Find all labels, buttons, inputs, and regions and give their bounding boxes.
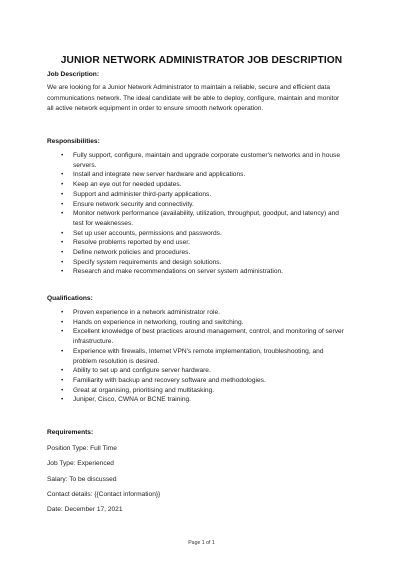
- salary: Salary: To be discussed: [47, 476, 117, 483]
- job-type: Job Type: Experienced: [47, 460, 114, 467]
- bullet-icon: •: [61, 376, 64, 384]
- bullet-icon: •: [61, 309, 64, 316]
- list-item: [47, 395, 367, 405]
- list-item: [47, 190, 367, 200]
- list-item-text: Proven experience in a network administrator role.: [73, 309, 220, 316]
- list-item-text: Familiarity with backup and recovery software and methodologies.: [73, 376, 266, 384]
- bullet-icon: •: [61, 249, 64, 257]
- list-item-text: Excellent knowledge of best practices around management, control, and monitoring of server: [73, 328, 344, 336]
- list-item: [47, 376, 367, 386]
- list-item: [47, 238, 367, 248]
- job-description-heading: Job Description:: [47, 71, 100, 78]
- bullet-icon: •: [61, 318, 64, 326]
- list-item-text: Resolve problems reported by end user.: [73, 239, 190, 247]
- bullet-icon: •: [61, 190, 64, 198]
- job-description-line: We are looking for a Junior Network Administrator to maintain a reliable, secure and efficient data: [47, 84, 331, 91]
- list-item: [47, 248, 367, 258]
- list-item-text: Ability to set up and configure server hardware.: [73, 367, 211, 375]
- qualifications-heading: Qualifications:: [47, 295, 93, 302]
- list-item: [47, 258, 367, 268]
- bullet-icon: •: [61, 210, 64, 218]
- responsibilities-heading: Responsibilities:: [47, 138, 100, 145]
- list-item-text: infrastructure.: [73, 338, 114, 346]
- list-item-text: Install and integrate new server hardware and applications.: [73, 171, 246, 179]
- list-item-text: Specify system requirements and design solutions.: [73, 258, 222, 266]
- list-item: [47, 366, 367, 376]
- list-item: [47, 318, 367, 328]
- list-item: [47, 151, 367, 170]
- list-item-text: Monitor network performance (availability, utilization, throughput, goodput, and latency) and: [73, 210, 339, 218]
- list-item-text: Fully support, configure, maintain and upgrade corporate customer's networks and in house: [73, 152, 340, 159]
- bullet-icon: •: [61, 386, 64, 394]
- bullet-icon: •: [61, 152, 64, 159]
- list-item-text: Support and administer third-party applications.: [73, 190, 212, 198]
- bullet-icon: •: [61, 328, 64, 336]
- list-item-text: test for weaknesses.: [73, 219, 134, 227]
- position-type: Position Type: Full Time: [47, 445, 117, 452]
- bullet-icon: •: [61, 171, 64, 179]
- date: Date: December 17, 2021: [47, 506, 123, 513]
- list-item-text: Hands on experience in networking, routing and switching.: [73, 318, 244, 326]
- list-item-text: Keep an eye out for needed updates.: [73, 181, 182, 189]
- job-description-line: all active network equipment in order to ensure smooth network operation.: [47, 105, 264, 112]
- list-item: [47, 386, 367, 396]
- document-title: JUNIOR NETWORK ADMINISTRATOR JOB DESCRIPTION: [60, 55, 343, 66]
- qualifications-list: [47, 308, 367, 405]
- bullet-icon: •: [61, 268, 64, 276]
- list-item: [47, 209, 367, 228]
- list-item-text: Define network policies and procedures.: [73, 249, 191, 257]
- job-description-line: communications network. The ideal candidate will be able to deploy, configure, maintain and monitor: [47, 94, 340, 102]
- bullet-icon: •: [61, 347, 64, 355]
- bullet-icon: •: [61, 239, 64, 247]
- bullet-icon: •: [61, 181, 64, 189]
- bullet-icon: •: [61, 258, 64, 266]
- list-item-text: servers.: [73, 161, 97, 169]
- list-item-text: Research and make recommendations on server system administration.: [73, 268, 283, 276]
- bullet-icon: •: [61, 200, 64, 208]
- list-item: [47, 229, 367, 239]
- list-item: [47, 170, 367, 180]
- page-number: Page 1 of 1: [188, 540, 215, 546]
- list-item: [47, 327, 367, 346]
- list-item-text: Experience with firewalls, Internet VPN's remote implementation, troubleshooting, and: [73, 347, 324, 355]
- job-description-paragraph: [47, 83, 359, 115]
- list-item-text: Great at organising, prioritising and multitasking.: [73, 386, 215, 394]
- contact-details: Contact details: {{Contact information}}: [47, 491, 161, 498]
- list-item: [47, 267, 367, 277]
- responsibilities-list: [47, 151, 367, 277]
- list-item: [47, 180, 367, 190]
- list-item-text: Set up user accounts, permissions and passwords.: [73, 229, 222, 237]
- list-item-text: Ensure network security and connectivity.: [73, 200, 194, 208]
- list-item-text: problem resolution is desired.: [73, 357, 160, 365]
- list-item: [47, 308, 367, 318]
- bullet-icon: •: [61, 367, 64, 375]
- requirements-heading: Requirements:: [47, 429, 94, 436]
- bullet-icon: •: [61, 229, 64, 237]
- bullet-icon: •: [61, 396, 64, 404]
- list-item: [47, 200, 367, 210]
- list-item-text: Juniper, Cisco, CWNA or BCNE training.: [73, 396, 191, 404]
- list-item: [47, 347, 367, 366]
